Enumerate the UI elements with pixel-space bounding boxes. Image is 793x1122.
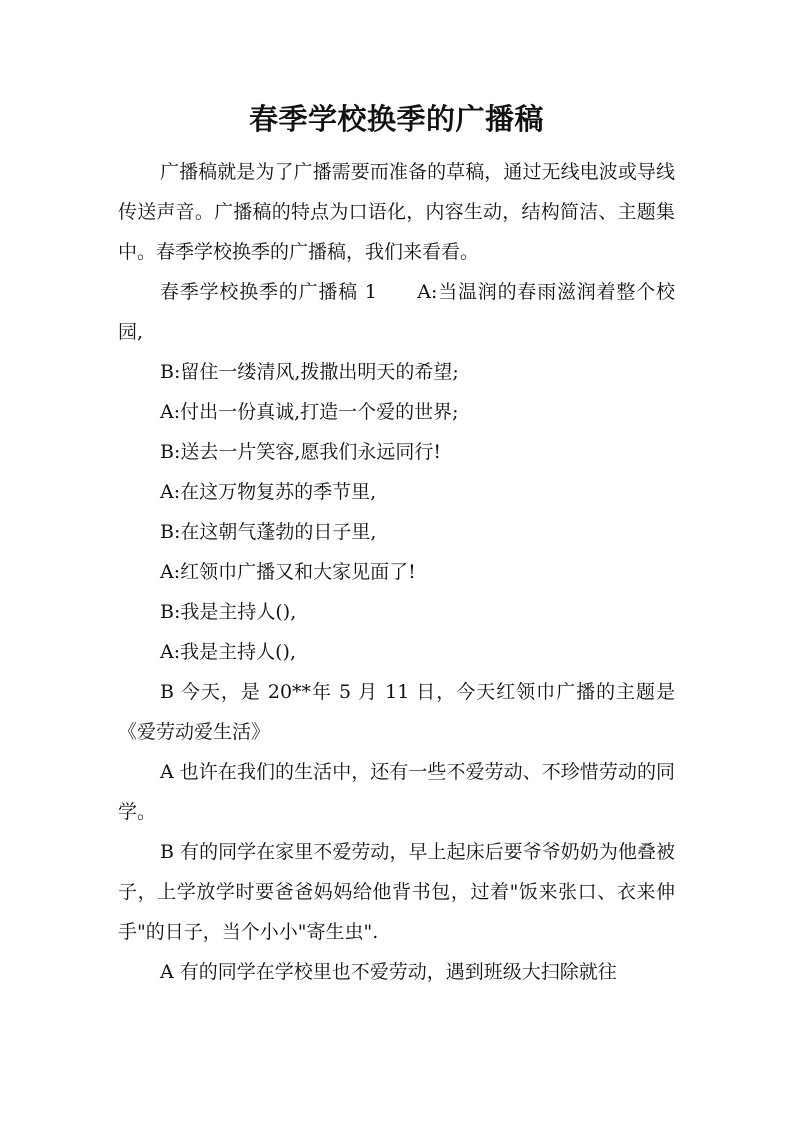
paragraph-line: B:送去一片笑容,愿我们永远同行! xyxy=(160,441,442,463)
paragraph-line: A:在这万物复苏的季节里, xyxy=(160,481,377,503)
paragraph-line: A 有的同学在学校里也不爱劳动，遇到班级大扫除就往 xyxy=(160,961,617,983)
paragraph-line: B:在这朝气蓬勃的日子里, xyxy=(160,521,377,543)
paragraph-line: A:付出一份真诚,打造一个爱的世界; xyxy=(160,401,459,423)
paragraph-line: B:留住一缕清风,拨撒出明天的希望; xyxy=(160,361,459,383)
paragraph-line: B 有的同学在家里不爱劳动，早上起床后要爷爷奶奶为他叠被子，上学放学时要爸爸妈妈给他背书包，过着"饭来张口、衣来伸手"的日子，当个小小"寄生虫". xyxy=(118,841,675,943)
paragraph-theme: B 今天，是 20**年 5 月 11 日，今天红领巾广播的主题是《爱劳动爱生活》 xyxy=(118,681,675,743)
document-title: 春季学校换季的广播稿 xyxy=(248,102,544,136)
paragraph-line: A:红领巾广播又和大家见面了! xyxy=(160,561,416,583)
paragraph-line: A 也许在我们的生活中，还有一些不爱劳动、不珍惜劳动的同学。 xyxy=(118,761,675,823)
paragraph-intro: 广播稿就是为了广播需要而准备的草稿，通过无线电波或导线传送声音。广播稿的特点为口语化，内容生动，结构简洁、主题集中。春季学校换季的广播稿，我们来看看。 xyxy=(118,161,675,263)
paragraph-line: A:我是主持人(), xyxy=(160,641,296,663)
paragraph-script-opening: 春季学校换季的广播稿 1 A:当温润的春雨滋润着整个校园, xyxy=(118,281,675,343)
paragraph-line: B:我是主持人(), xyxy=(160,601,297,623)
document-body xyxy=(118,152,675,992)
